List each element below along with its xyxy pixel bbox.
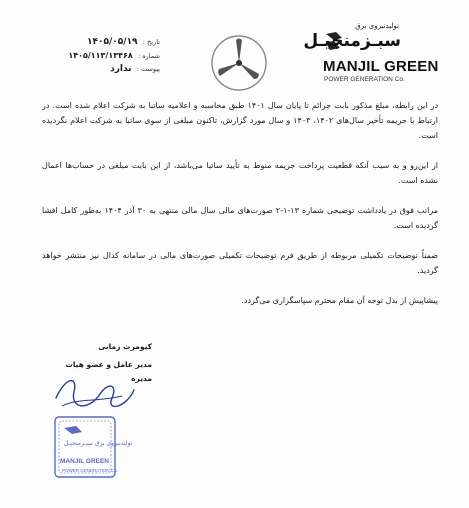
body-paragraph: پیشاپیش از بذل توجه آن مقام محترم سپاسگزاری می‌گردد.: [241, 296, 438, 305]
attachment-value: ندارد: [110, 64, 132, 74]
body-paragraph: مراتب فوق در یادداشت توضیحی شماره ۱۳-۱-۲ صورت‌های مالی سال مالی منتهی به ۳۰ آذر ۱۴۰۴ به‌طور کامل افشا گردیده است.: [42, 206, 439, 230]
stamp-en-text: MANJIL GREEN: [60, 458, 109, 465]
stamp-sub-text: POWER GENERATION Co.: [62, 468, 118, 473]
number-value: ۱۴۰۵/۱۱۳/۱۳۴۶۸: [68, 51, 133, 60]
body-paragraph: ضمناً توضیحات تکمیلی مربوطه از طریق فرم توضیحات تکمیلی صورت‌های مالی در سامانه کدال نیز منتشر خواهد گردید.: [42, 251, 438, 275]
date-value: ۱۴۰۵/۰۵/۱۹: [87, 37, 138, 47]
letter-body: [42, 98, 438, 308]
brand-fa-name: سبـزمنجیـل: [303, 31, 401, 51]
body-paragraph: در این رابطه، مبلغ مذکور بابت جرائم تا پایان سال ۱۴۰۱ طبق محاسبه و اعلامیه ساتبا به شرکت اعلام شده است. در ارتباط با جریمه تأخیر سال‌های ۱۴۰۲، ۱۴۰۳ و سال مورد گزارش، تاکنون مبلغی از سوی ساتبا به شرکت اعلام نگردیده است.: [42, 101, 439, 140]
company-logo: [303, 22, 443, 92]
number-label: شماره :: [138, 52, 160, 60]
signer-title: مدیر عامل و عضو هیات مدیره: [65, 360, 152, 383]
attachment-label: پیوست :: [136, 65, 160, 73]
date-row: [40, 36, 160, 49]
attachment-row: [40, 63, 160, 76]
letter-meta: [40, 36, 160, 76]
date-label: تاریخ :: [142, 38, 160, 46]
wind-turbine-icon: [210, 34, 268, 92]
brand-en-subtitle: POWER GENERATION Co.: [324, 76, 405, 83]
signer-name: کیومرث زمانی: [98, 342, 152, 351]
body-paragraph: از این‌رو و به سبب آنکه قطعیت پرداخت جریمه منوط به تأیید ساتبا می‌باشد، از این بابت مبلغی در حساب‌ها اعمال نشده است.: [42, 161, 438, 185]
brand-en-name: MANJIL GREEN: [323, 58, 439, 75]
number-row: [40, 49, 160, 63]
stamp-fa-text: تولیدنیروی برق سبـزمنجیـل: [64, 440, 133, 447]
brand-fa-tagline: تولیدنیروی برق: [355, 22, 399, 30]
